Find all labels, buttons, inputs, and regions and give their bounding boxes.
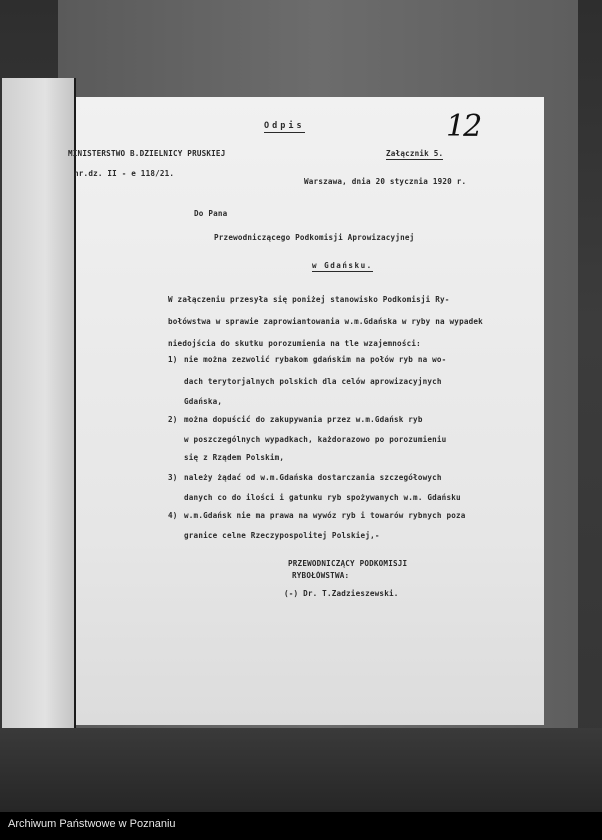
item-line: można dopuścić do zakupywania przez w.m.Gdańsk ryb	[184, 415, 423, 424]
left-paper-strip	[2, 78, 76, 736]
copy-label: Odpis	[264, 121, 305, 131]
handwritten-number: 12	[446, 109, 481, 144]
bottom-shadow-band	[0, 728, 602, 812]
item-line: w.m.Gdańsk nie ma prawa na wywóz ryb i towarów rybnych poza	[184, 511, 466, 520]
item-number: 3)	[168, 473, 178, 482]
item-line: w poszczególnych wypadkach, każdorazowo po porozumieniu	[184, 435, 447, 444]
addressee: Przewodniczącego Podkomisji Aprowizacyjnej	[214, 233, 415, 242]
item-number: 2)	[168, 415, 178, 424]
place-date: Warszawa, dnia 20 stycznia 1920 r.	[304, 177, 467, 186]
item-line: danych co do ilości i gatunku ryb spożywanych w.m. Gdańsku	[184, 493, 461, 502]
salutation: Do Pana	[194, 209, 228, 218]
document-page	[68, 97, 544, 725]
body-line: bołówstwa w sprawie zaprowiantowania w.m.Gdańska w ryby na wypadek	[168, 317, 483, 326]
addressee-city: w Gdańsku.	[312, 261, 373, 270]
signature-title-2: RYBOŁÓWSTWA:	[292, 571, 350, 580]
item-line: granice celne Rzeczypospolitej Polskiej,-	[184, 531, 380, 540]
archive-footer	[0, 812, 602, 840]
body-line: niedojścia do skutku porozumienia na tle wzajemności:	[168, 339, 421, 348]
item-line: się z Rządem Polskim,	[184, 453, 285, 462]
item-line: Gdańska,	[184, 397, 223, 406]
reference-number: nr.dz. II - e 118/21.	[74, 169, 175, 178]
item-line: dach terytorjalnych polskich dla celów aprowizacyjnych	[184, 377, 442, 386]
ministry-heading: MINISTERSTWO B.DZIELNICY PRUSKIEJ	[68, 149, 226, 158]
signature-title-1: PRZEWODNICZĄCY PODKOMISJI	[288, 559, 408, 568]
signature-name: (-) Dr. T.Zadzieszewski.	[284, 589, 399, 598]
attachment-label: Załącznik 5.	[386, 149, 444, 158]
item-number: 1)	[168, 355, 178, 364]
item-line: nie można zezwolić rybakom gdańskim na połów ryb na wo-	[184, 355, 447, 364]
item-line: należy żądać od w.m.Gdańska dostarczania szczegółowych	[184, 473, 442, 482]
archive-credit: Archiwum Państwowe w Poznaniu	[8, 818, 176, 830]
body-line: W załączeniu przesyła się poniżej stanowisko Podkomisji Ry-	[168, 295, 450, 304]
item-number: 4)	[168, 511, 178, 520]
